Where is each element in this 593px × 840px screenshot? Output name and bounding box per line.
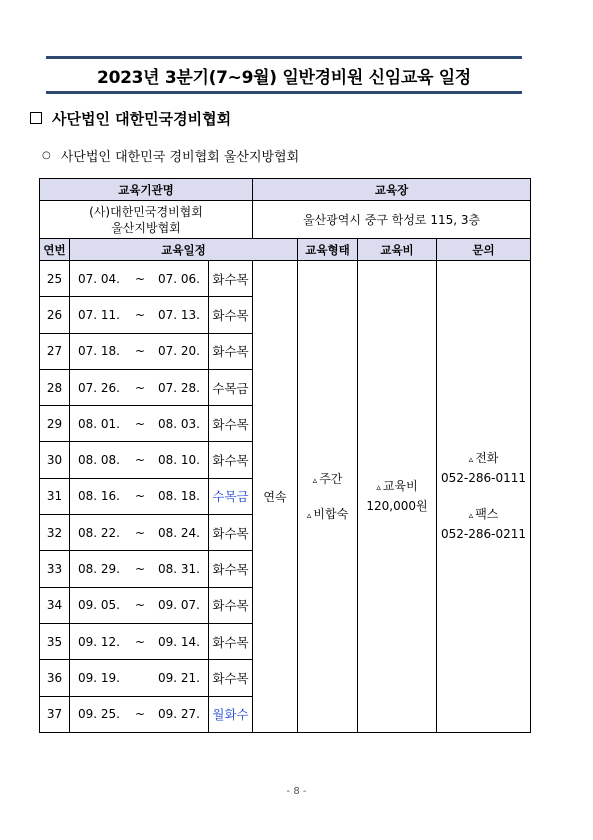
weekdays: 화수목	[209, 623, 253, 659]
end-date: 07. 28.	[158, 380, 200, 395]
date-range	[70, 515, 209, 551]
end-date: 07. 13.	[158, 307, 200, 322]
end-date: 08. 10.	[158, 453, 200, 468]
start-date: 07. 26.	[78, 380, 120, 395]
venue-address-cell: 울산광역시 중구 학성로 115, 3층	[253, 201, 531, 239]
header-row-1	[40, 179, 531, 201]
start-date: 07. 04.	[78, 271, 120, 286]
org-name-line1: (사)대한민국경비협회	[89, 204, 203, 219]
schedule-header: 교육일정	[70, 239, 298, 261]
type-line2: 비합숙	[313, 507, 349, 522]
no-header: 연번	[40, 239, 70, 261]
contact-info	[437, 261, 531, 733]
weekdays: 화수목	[209, 660, 253, 696]
row-number: 32	[40, 515, 70, 551]
page-number: - 8 -	[286, 786, 307, 797]
weekdays: 화수목	[209, 261, 253, 297]
document-title: 2023년 3분기(7~9월) 일반경비원 신임교육 일정	[97, 67, 471, 88]
tilde: ~	[134, 344, 146, 359]
weekdays: 수목금	[209, 478, 253, 514]
date-range	[70, 478, 209, 514]
date-range	[70, 551, 209, 587]
subsection-heading	[42, 145, 299, 165]
start-date: 09. 25.	[78, 707, 120, 722]
tel-label: 전화	[475, 451, 499, 466]
weekdays: 수목금	[209, 369, 253, 405]
start-date: 07. 18.	[78, 344, 120, 359]
subsection-heading-text: 사단법인 대한민국 경비협회 울산지방협회	[60, 149, 300, 165]
square-bullet-icon	[30, 112, 42, 124]
header-row-2	[40, 239, 531, 261]
fax-number: 052-286-0211	[441, 527, 527, 542]
row-number: 33	[40, 551, 70, 587]
date-range	[70, 297, 209, 333]
date-range	[70, 333, 209, 369]
tilde: ~	[134, 307, 146, 322]
tilde: ~	[134, 453, 146, 468]
end-date: 08. 18.	[158, 489, 200, 504]
end-date: 08. 24.	[158, 525, 200, 540]
weekdays: 화수목	[209, 333, 253, 369]
section-heading-text: 사단법인 대한민국경비협회	[52, 109, 232, 128]
start-date: 08. 22.	[78, 525, 120, 540]
date-range	[70, 623, 209, 659]
tilde: ~	[134, 271, 146, 286]
weekdays: 화수목	[209, 551, 253, 587]
fax-label: 팩스	[475, 507, 499, 522]
org-name-line2: 울산지방협회	[111, 220, 181, 235]
start-date: 09. 19.	[78, 670, 120, 685]
section-heading	[30, 107, 231, 129]
fee-amount: 120,000원	[366, 499, 428, 514]
circle-bullet: ○	[42, 149, 51, 161]
weekdays: 화수목	[209, 515, 253, 551]
date-range	[70, 369, 209, 405]
end-date: 09. 27.	[158, 707, 200, 722]
row-number: 25	[40, 261, 70, 297]
date-range	[70, 442, 209, 478]
tel-number: 052-286-0111	[441, 471, 527, 486]
tilde: ~	[134, 634, 146, 649]
start-date: 08. 01.	[78, 416, 120, 431]
end-date: 09. 14.	[158, 634, 200, 649]
tilde: ~	[134, 707, 146, 722]
row-number: 28	[40, 369, 70, 405]
weekdays: 화수목	[209, 442, 253, 478]
org-name-cell	[40, 201, 253, 239]
table-row	[40, 261, 531, 297]
triangle-bullet-icon: ▵	[312, 476, 318, 487]
contact-header: 문의	[437, 239, 531, 261]
start-date: 08. 16.	[78, 489, 120, 504]
row-number: 31	[40, 478, 70, 514]
tilde: ~	[134, 380, 146, 395]
fee-header: 교육비	[358, 239, 437, 261]
end-date: 09. 07.	[158, 598, 200, 613]
tilde: ~	[134, 562, 146, 577]
date-range	[70, 587, 209, 623]
education-fee	[358, 261, 437, 733]
start-date: 09. 05.	[78, 598, 120, 613]
schedule-table	[39, 178, 531, 733]
education-type	[298, 261, 358, 733]
tilde: ~	[134, 598, 146, 613]
row-number: 29	[40, 406, 70, 442]
date-range	[70, 696, 209, 732]
row-number: 27	[40, 333, 70, 369]
row-number: 34	[40, 587, 70, 623]
org-venue-row	[40, 201, 531, 239]
start-date: 08. 29.	[78, 562, 120, 577]
schedule-mode: 연속	[253, 261, 298, 733]
row-number: 37	[40, 696, 70, 732]
row-number: 35	[40, 623, 70, 659]
triangle-bullet-icon: ▵	[376, 483, 381, 494]
weekdays: 화수목	[209, 587, 253, 623]
end-date: 07. 20.	[158, 344, 200, 359]
org-header: 교육기관명	[40, 179, 253, 201]
row-number: 26	[40, 297, 70, 333]
triangle-bullet-icon: ▵	[468, 455, 474, 466]
weekdays: 화수목	[209, 297, 253, 333]
date-range	[70, 660, 209, 696]
start-date: 08. 08.	[78, 453, 120, 468]
triangle-bullet-icon: ▵	[468, 511, 474, 522]
end-date: 07. 06.	[158, 271, 200, 286]
document-title-box	[46, 56, 522, 94]
weekdays: 월화수	[209, 696, 253, 732]
date-range	[70, 406, 209, 442]
row-number: 36	[40, 660, 70, 696]
end-date: 08. 31.	[158, 562, 200, 577]
weekdays: 화수목	[209, 406, 253, 442]
start-date: 09. 12.	[78, 634, 120, 649]
tilde: ~	[134, 525, 146, 540]
type-line1: 주간	[319, 472, 343, 487]
row-number: 30	[40, 442, 70, 478]
date-range	[70, 261, 209, 297]
fee-label: 교육비	[382, 479, 418, 494]
triangle-bullet-icon: ▵	[306, 511, 312, 522]
venue-header: 교육장	[253, 179, 531, 201]
end-date: 08. 03.	[158, 416, 200, 431]
end-date: 09. 21.	[158, 670, 200, 685]
type-header: 교육형태	[298, 239, 358, 261]
start-date: 07. 11.	[78, 307, 120, 322]
tilde: ~	[134, 489, 146, 504]
tilde: ~	[134, 416, 146, 431]
